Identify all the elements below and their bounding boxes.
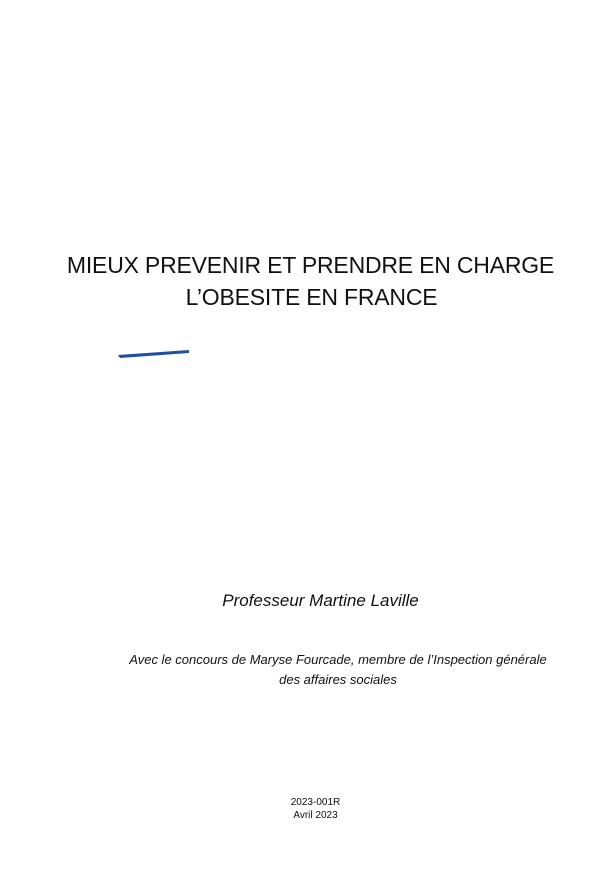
- page-title-line-2: L’OBESITE EN FRANCE: [185, 284, 438, 310]
- report-footer: [0, 796, 613, 822]
- accent-bar: [116, 349, 190, 359]
- contribution-line-1: Avec le concours de Maryse Fourcade, membre de l’Inspection générale: [129, 652, 547, 667]
- author-name: Professeur Martine Laville: [222, 591, 419, 610]
- accent-bar-shape: [118, 350, 189, 358]
- page-title-line-1: MIEUX PREVENIR ET PRENDRE EN CHARGE: [66, 252, 555, 278]
- report-number: 2023-001R: [290, 797, 341, 808]
- report-date: Avril 2023: [293, 810, 338, 821]
- contribution-line-2: des affaires sociales: [279, 672, 397, 687]
- contribution-note: [112, 650, 564, 690]
